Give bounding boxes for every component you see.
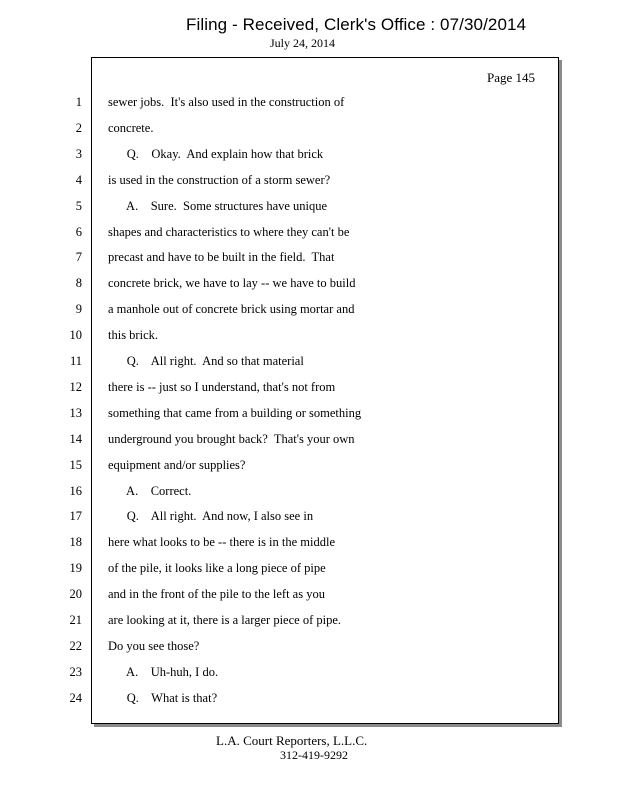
line-number: 16 bbox=[69, 483, 82, 498]
transcript-line-text: A. Sure. Some structures have unique bbox=[108, 198, 328, 213]
line-number: 1 bbox=[75, 95, 82, 109]
transcript-line-text: is used in the construction of a storm sewer? bbox=[108, 172, 331, 187]
line-number: 14 bbox=[69, 431, 82, 446]
filing-stamp: Filing - Received, Clerk's Office : 07/30/2014 bbox=[186, 15, 527, 34]
transcript-line-text: Q. All right. And now, I also see in bbox=[108, 509, 314, 524]
line-number: 24 bbox=[69, 690, 82, 705]
line-number: 8 bbox=[75, 276, 82, 291]
line-number: 5 bbox=[75, 198, 82, 213]
transcript-line-text: this brick. bbox=[108, 328, 158, 343]
transcript-line-text: and in the front of the pile to the left as you bbox=[108, 587, 325, 602]
line-number: 2 bbox=[75, 120, 82, 135]
reporter-company: L.A. Court Reporters, L.L.C. bbox=[216, 733, 368, 748]
line-number: 10 bbox=[69, 328, 82, 343]
transcript-line-text: Q. Okay. And explain how that brick bbox=[108, 146, 324, 161]
line-number: 21 bbox=[69, 613, 82, 627]
line-number: 23 bbox=[69, 664, 82, 679]
transcript-line-text: a manhole out of concrete brick using mortar and bbox=[108, 302, 355, 317]
transcript-line-text: concrete brick, we have to lay -- we have to build bbox=[108, 276, 356, 291]
transcript-line-text: Q. What is that? bbox=[108, 690, 218, 705]
line-number: 12 bbox=[69, 379, 82, 394]
line-number: 6 bbox=[75, 224, 82, 239]
transcript-line-text: shapes and characteristics to where they can't be bbox=[108, 224, 350, 239]
line-number: 15 bbox=[69, 457, 82, 472]
line-number: 20 bbox=[69, 587, 82, 602]
line-number: 13 bbox=[69, 405, 82, 420]
reporter-phone: 312-419-9292 bbox=[280, 748, 348, 762]
transcript-line-text: A. Uh-huh, I do. bbox=[108, 664, 219, 679]
line-number: 22 bbox=[69, 638, 82, 653]
transcript-line-text: of the pile, it looks like a long piece of pipe bbox=[108, 561, 326, 576]
page-number: Page 145 bbox=[487, 70, 536, 85]
transcript-line-text: equipment and/or supplies? bbox=[108, 457, 246, 472]
line-number: 3 bbox=[75, 146, 82, 161]
line-number: 17 bbox=[69, 509, 82, 524]
transcript-line-text: precast and have to be built in the field. That bbox=[108, 250, 335, 265]
transcript-line-text: concrete. bbox=[108, 120, 154, 135]
line-number: 4 bbox=[75, 172, 82, 187]
transcript-line-text: A. Correct. bbox=[108, 483, 192, 498]
deposition-date: July 24, 2014 bbox=[270, 36, 336, 50]
transcript-line-text: Q. All right. And so that material bbox=[108, 354, 304, 368]
transcript-line-text: something that came from a building or something bbox=[108, 405, 362, 420]
line-number: 11 bbox=[69, 354, 82, 368]
transcript-line-text: sewer jobs. It's also used in the construction of bbox=[108, 95, 345, 109]
transcript-line-text: there is -- just so I understand, that's not from bbox=[108, 379, 336, 394]
line-number: 9 bbox=[75, 302, 82, 317]
line-number: 19 bbox=[69, 561, 82, 576]
line-number: 7 bbox=[75, 250, 82, 265]
line-number: 18 bbox=[69, 535, 82, 550]
transcript-line-text: are looking at it, there is a larger piece of pipe. bbox=[108, 613, 342, 627]
transcript-line-text: here what looks to be -- there is in the middle bbox=[108, 535, 336, 550]
transcript-line-text: underground you brought back? That's your own bbox=[108, 431, 355, 446]
transcript-line-text: Do you see those? bbox=[108, 638, 200, 653]
